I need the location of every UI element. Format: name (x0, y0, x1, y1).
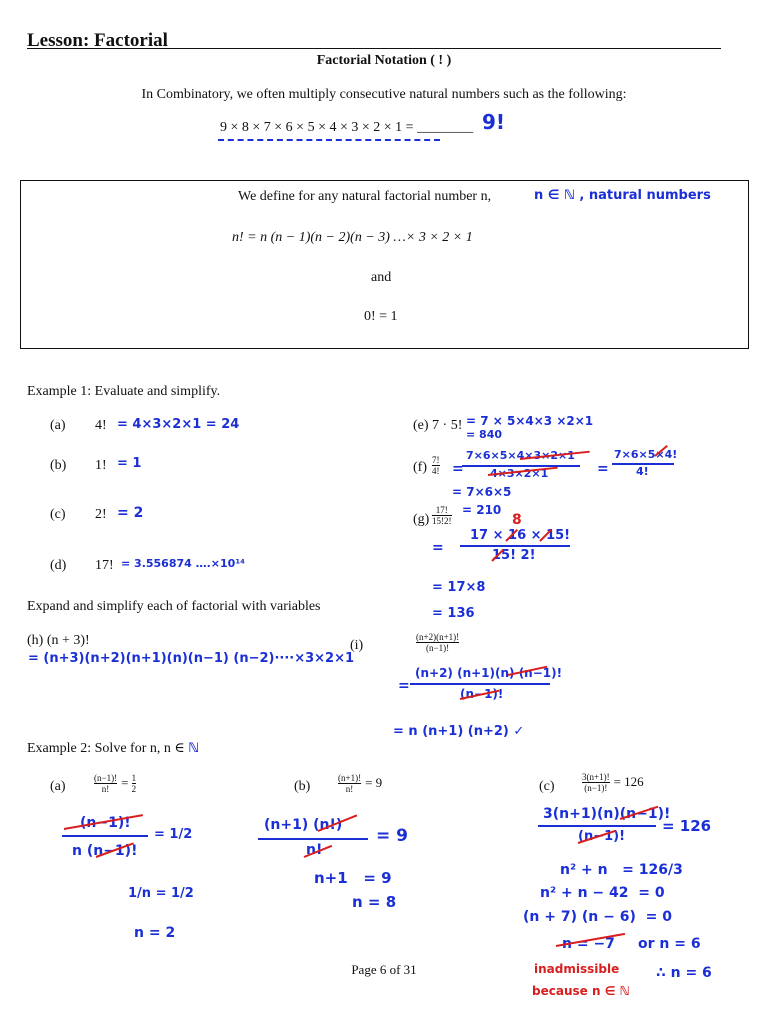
example2-a-hand-bar (62, 835, 148, 837)
example2-c-label: (c) (539, 779, 555, 794)
page-number: Page 6 of 31 (351, 962, 417, 977)
example1-f-hand-num: 7×6×5×4×3×2×1 (466, 449, 575, 462)
example1-f-hand-result: = 7×6×5 (452, 485, 512, 499)
example2-a-rhs-num: 1 (131, 773, 137, 783)
example2-b-hand-s2: n = 8 (352, 893, 397, 911)
example2-b-den: n! (345, 784, 354, 794)
example2-a-hand-s2: n = 2 (134, 925, 176, 941)
example2-c-hand-s2: n² + n − 42 = 0 (540, 885, 665, 901)
example2-c-hand-final: ∴ n = 6 (656, 965, 712, 981)
example1-g-hand-den: 15! 2! (492, 548, 536, 563)
example2-c-fraction (582, 772, 644, 793)
example2-c-hand-note2: because n ∈ ℕ (532, 984, 630, 998)
example2-a-fraction (94, 773, 136, 794)
example2-b-hand-s1: n+1 = 9 (314, 869, 392, 887)
definition-line1: We define for any natural factorial number n, (238, 189, 492, 204)
example1-g-hand-r2: = 136 (432, 606, 475, 621)
example1-c-hand: = 2 (117, 505, 144, 521)
expand-i-den: (n−1)! (426, 643, 450, 653)
example1-g-den: 15!2! (432, 516, 452, 526)
intro-sentence: In Combinatory, we often multiply consecutive natural numbers such as the following: (141, 87, 627, 102)
example1-g-fraction (432, 505, 452, 526)
example2-b-hand-eq: = 9 (376, 826, 408, 846)
intro-expression-text: 9 × 8 × 7 × 6 × 5 × 4 × 3 × 2 × 1 = (220, 120, 418, 135)
example2-c-hand-eq: = 126 (662, 817, 712, 835)
example1-c-label: (c) (50, 507, 66, 522)
example2-a-rhs: = (121, 775, 132, 791)
example1-g-hand-num: 17 × 16 × 15! (470, 528, 571, 543)
example2-a-hand-eq: = 1/2 (154, 827, 193, 842)
example1-f-eq2: = (597, 461, 609, 477)
example2-a-hand-s1: 1/n = 1/2 (128, 886, 194, 901)
definition-and: and (371, 270, 392, 285)
example2-a-label: (a) (50, 779, 66, 794)
example1-f-eq1: = (452, 461, 464, 477)
example2-c-rhs: = 126 (613, 774, 644, 790)
example1-e-label: (e) 7 · 5! (413, 418, 463, 433)
example1-a-hand: = 4×3×2×1 = 24 (117, 417, 240, 432)
expand-i-eq: = (398, 678, 410, 694)
example1-d-hand: = 3.556874 ….×10¹⁴ (121, 557, 245, 570)
example1-f-num: 7! (432, 455, 440, 465)
definition-formula: n! = n (n − 1)(n − 2)(n − 3) …× 3 × 2 × 1 (232, 230, 473, 245)
intro-underlines-hand (218, 139, 440, 141)
example1-e-hand1: = 7 × 5×4×3 ×2×1 (466, 414, 594, 428)
definition-zero-factorial: 0! = 1 (364, 309, 398, 324)
example1-d-label: (d) (50, 558, 67, 573)
example1-b-expr: 1! (95, 458, 107, 473)
example1-g-hand-r1: = 17×8 (432, 580, 486, 595)
example1-g-hand-bar (460, 545, 570, 547)
example2-c-hand-bar (538, 825, 656, 827)
example2-b-num: (n+1)! (338, 773, 362, 783)
example2-a-hand-den: n (n−1)! (72, 843, 138, 859)
example2-b-label: (b) (294, 779, 311, 794)
example2-b-rhs: = 9 (365, 775, 383, 791)
example2-b-hand-bar (258, 838, 368, 840)
example1-g-eq: = (432, 540, 444, 556)
example2-a-den: n! (101, 784, 110, 794)
lesson-title: Lesson: Factorial (27, 30, 168, 51)
expand-h-hand: = (n+3)(n+2)(n+1)(n)(n−1) (n−2)····×3×2×1 (28, 651, 355, 666)
example2-c-hand-s4a: n = −7 (562, 936, 615, 952)
example1-g-num: 17! (435, 505, 448, 515)
expand-h-label: (h) (n + 3)! (27, 633, 90, 648)
example2-b-hand-den: n! (306, 842, 323, 858)
expand-i-hand-num: (n+2) (n+1)(n) (n−1)! (415, 666, 563, 680)
example1-c-expr: 2! (95, 507, 107, 522)
example2-b-fraction (338, 773, 382, 794)
example1-f-den: 4! (432, 466, 440, 476)
example1-heading: Example 1: Evaluate and simplify. (27, 384, 221, 399)
example2-c-hand-s1: n² + n = 126/3 (560, 862, 683, 878)
example2-a-rhs-den: 2 (131, 784, 137, 794)
example2-c-den: (n−1)! (584, 783, 608, 793)
example2-a-num: (n−1)! (94, 773, 118, 783)
example1-a-expr: 4! (95, 418, 107, 433)
expand-i-hand-result: = n (n+1) (n+2) ✓ (393, 724, 525, 739)
title-underline (27, 48, 721, 49)
example1-f-hand-right-num: 7×6×5×4! (614, 448, 678, 461)
example2-c-hand-s4b: or n = 6 (638, 936, 701, 952)
expand-i-hand-bar (410, 683, 550, 685)
definition-hand-note: n ∈ ℕ , natural numbers (534, 188, 711, 203)
example2-heading-hand: ℕ (188, 741, 200, 756)
example1-f-label: (f) (413, 460, 427, 475)
example2-c-hand-note1: inadmissible (534, 962, 620, 976)
example1-g-hand-eq: = 210 (462, 503, 502, 517)
intro-answer-hand: 9! (482, 110, 506, 134)
example2-c-num: 3(n+1)! (582, 772, 610, 782)
example2-c-hand-s3: (n + 7) (n − 6) = 0 (523, 909, 672, 925)
example1-b-hand: = 1 (117, 456, 142, 471)
expand-i-fraction (416, 632, 459, 653)
expand-i-label: (i) (350, 638, 364, 653)
example2-c-hand-num: 3(n+1)(n)(n−1)! (543, 806, 671, 822)
example2-c-hand-den: (n−1)! (578, 829, 626, 844)
example1-e-hand2: = 840 (466, 428, 503, 441)
section-subtitle: Factorial Notation ( ! ) (316, 53, 452, 68)
example2-heading-text: Example 2: Solve for n, n ∈ (27, 741, 185, 756)
example1-f-hand-den: 4×3×2×1 (490, 467, 549, 480)
example1-d-expr: 17! (95, 558, 114, 573)
expand-i-hand-den: (n−1)! (460, 687, 504, 701)
example2-b-hand-num: (n+1) (n!) (264, 817, 343, 833)
intro-blank: ________ (417, 120, 474, 135)
expand-heading: Expand and simplify each of factorial with variables (27, 599, 321, 614)
example1-f-hand-right-den: 4! (636, 465, 649, 478)
example2-heading (27, 740, 199, 757)
expand-i-num: (n+2)(n+1)! (416, 632, 460, 642)
example1-a-label: (a) (50, 418, 66, 433)
example1-b-label: (b) (50, 458, 67, 473)
intro-expression (220, 120, 473, 136)
example1-g-label: (g) (413, 512, 430, 527)
example2-a-hand-num: (n−1)! (80, 815, 131, 831)
example1-f-fraction (432, 455, 440, 476)
example1-g-hand-8: 8 (512, 512, 522, 528)
